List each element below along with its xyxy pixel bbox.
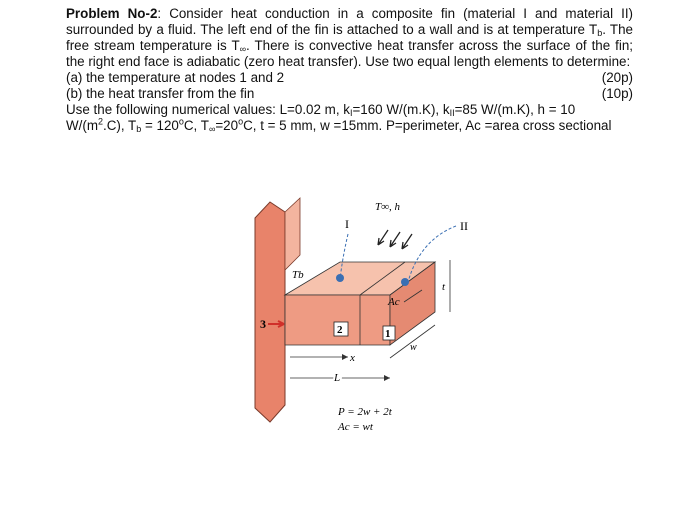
question-a: (a) the temperature at nodes 1 and 2 (20p) (66, 70, 633, 85)
node-label-2: 2 (337, 324, 343, 336)
label-w: w (410, 342, 417, 353)
node-label-3: 3 (260, 317, 266, 331)
label-Tb: Tb (292, 269, 304, 281)
node-label-1: 1 (385, 328, 391, 340)
convection-arrow-2 (390, 232, 400, 247)
formula-area: Ac = wt (338, 421, 373, 433)
convection-arrow-3 (402, 234, 412, 249)
numerical-values: Use the following numerical values: L=0.02 m, $k_I=160$ W/(m.K), $k_{II}=85$ W/(m.K), h = 10 $W/(m^2.C)$, $T_b = 120^oC$, $T_\infty=20^oC$, t = 5 mm, w =15mm. P=perimeter, Ac =area cross sectional (66, 102, 612, 134)
label-material-I: I (345, 217, 349, 231)
wall-side (285, 198, 300, 270)
fin-front-face (285, 295, 390, 345)
label-Tinf-h: T∞, h (375, 201, 400, 213)
node-dot-1 (401, 278, 409, 286)
points-b: (10p) (601, 86, 633, 101)
wall (255, 202, 285, 422)
problem-statement (66, 6, 633, 134)
label-L: L (334, 372, 341, 384)
x-axis-head (342, 354, 348, 360)
problem-intro: Problem No-2: Consider heat conduction in a composite fin (material I and material II) surrounded by a fluid. The left end of the fin is attached to a wall and is at temperature $T_b$. The free stream temperature is $T_\infty$. There is convective heat transfer across the surface of the fin; the right end face is adiabatic (zero heat transfer). Use two equal length elements to determine: (66, 6, 634, 69)
label-material-II: II (460, 219, 468, 233)
question-b: (b) the heat transfer from the fin (10p) (66, 86, 633, 101)
label-Ac: Ac (388, 296, 400, 308)
label-t: t (442, 281, 446, 293)
problem-title: Problem No-2 (66, 6, 158, 21)
formula-perimeter: P = 2w + 2t (338, 406, 392, 418)
composite-fin-diagram (240, 190, 480, 435)
node-dot-2 (336, 274, 344, 282)
label-x: x (350, 352, 355, 364)
L-arrow-right (384, 375, 390, 381)
points-a: (20p) (601, 70, 633, 85)
convection-arrow-1 (378, 230, 388, 245)
